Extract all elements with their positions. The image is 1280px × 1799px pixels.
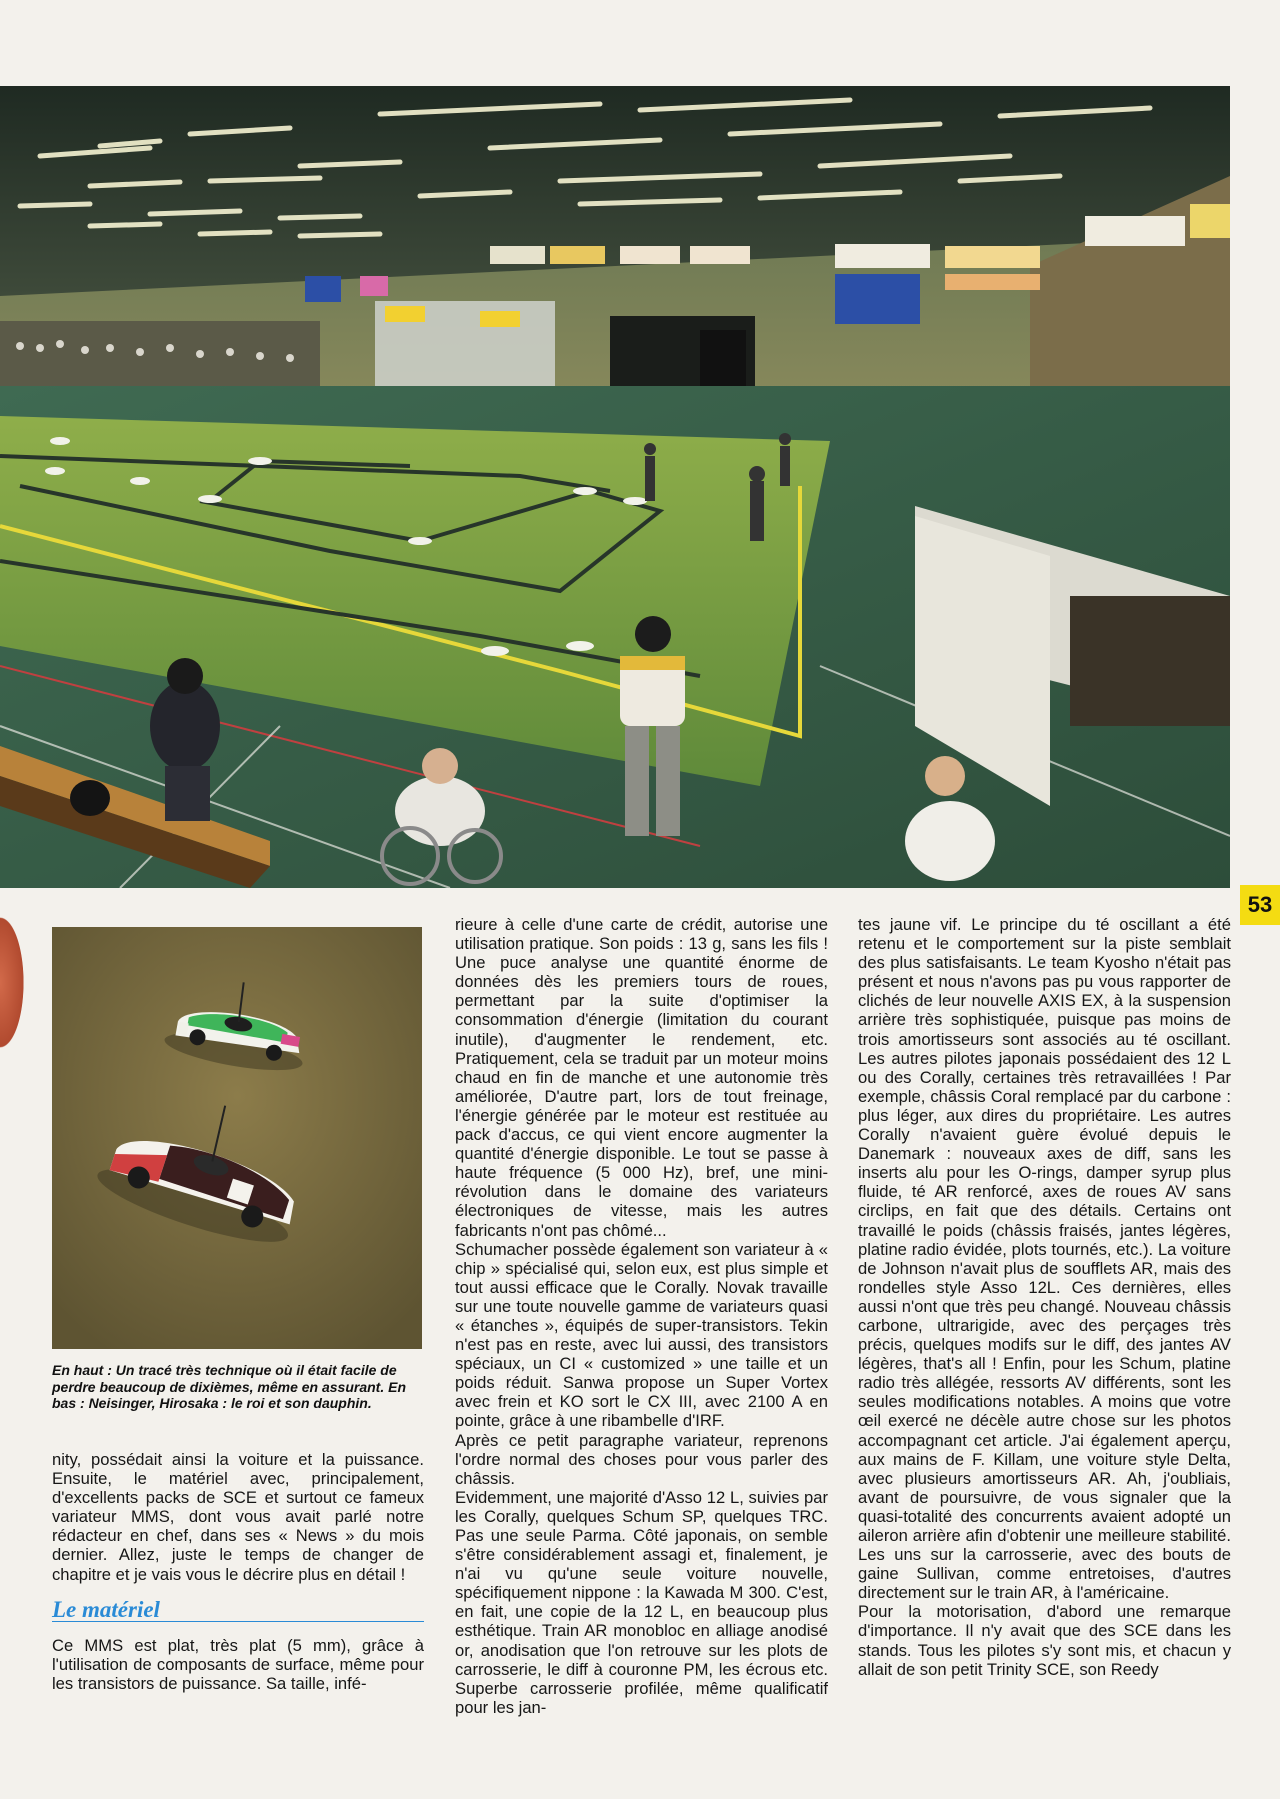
paragraph: nity, possédait ainsi la voiture et la puissance. Ensuite, le matériel avec, principalement, d'excellents packs de SCE et surtout ce fameux variateur MMS, dont vous avait parlé notre rédacteur en chef, dans ses « News » du mois dernier. Allez, juste le temps de changer de chapitre et je vais vous le décrire plus en détail ! <box>52 1450 424 1584</box>
main-photo-indoor-track <box>0 86 1230 888</box>
cropped-photo-edge <box>0 900 30 1065</box>
paragraph: Ce MMS est plat, très plat (5 mm), grâce à l'utilisation de composants de surface, même pour les transistors de puissance. Sa taille, infé- <box>52 1635 424 1693</box>
article-column-3 <box>858 915 1231 1679</box>
paragraph: Schumacher possède également son variateur à « chip » spécialisé qui, selon eux, est plus simple et tout aussi efficace que le Corally. Novak travaille sur une toute nouvelle gamme de variateurs quasi « étanches », équipés de super-transistors. Tekin n'est pas en reste, avec lui aussi, des transistors spéciaux, un CI « customized » une taille et un poids réduit. Sanwa propose un Super Vortex avec frein et KO sort le CX III, avec 2100 A en pointe, grâce à une ribambelle d'IRF. <box>455 1239 828 1431</box>
paragraph: Après ce petit paragraphe variateur, reprenons l'ordre normal des choses pour vous parler des châssis. <box>455 1430 828 1488</box>
article-column-2 <box>455 915 828 1717</box>
inset-photo-cars <box>52 927 422 1349</box>
article-column-1 <box>52 1450 424 1693</box>
paragraph: rieure à celle d'une carte de crédit, autorise une utilisation pratique. Son poids : 13 g, sans les fils ! Une puce analyse une quantité énorme de données dès les premiers tours de roues, permettant par la suite d'optimiser la consommation d'énergie (limitation du courant inutile), d'augmenter le rendement, etc. Pratiquement, cela se traduit par un moteur moins chaud en fin de manche et une autonomie très améliorée, D'autre part, lors de tout freinage, l'énergie générée par le moteur est restituée au pack d'accus, ce qui vient encore augmenter la quantité d'énergie disponible. Le tout se passe à haute fréquence (5 000 Hz), bref, une mini-révolution dans le domaine des variateurs électroniques de vitesse, mais les autres fabricants n'ont pas chômé... <box>455 915 828 1240</box>
paragraph: Pour la motorisation, d'abord une remarque d'importance. Il n'y avait que des SCE dans les stands. Tous les pilotes s'y sont mis, et chacun y allait de son petit Trinity SCE, son Reedy <box>858 1602 1231 1679</box>
paragraph: tes jaune vif. Le principe du té oscillant a été retenu et le comportement sur la piste semblait des plus satisfaisants. Le team Kyosho n'était pas présent et nous n'avons pas pu vous rapporter de clichés de leur nouvelle AXIS EX, à la suspension arrière très sophistiquée, puisque pas moins de trois amortisseurs sont associés au té oscillant. Les autres pilotes japonais possédaient des 12 L ou des Corally, certaines très retravaillées ! Par exemple, châssis Coral remplacé par du carbone : plus léger, aux dires du propriétaire. Les autres Corally n'avaient guère évolué depuis le Danemark : nouveaux axes de diff, sans les inserts alu pour les O-rings, damper syrup plus fluide, té AR renforcé, axes de roues AV sans circlips, en fait que des détails. Certains ont travaillé le poids (châssis fraisés, jantes légères, platine radio évidée, plots tournés, etc.). La voiture de Johnson n'avait plus de soufflets AR, mais des rondelles style Asso 12L. Ces dernières, elles aussi n'ont que très peu changé. Nouveau châssis carbone, ultrarigide, avec des perçages très précis, quelques modifs sur le diff, des jantes AV légères, that's all ! Enfin, pour les Schum, platine radio très allégée, ressorts AV différents, sont les seules modifications notables. A moins que votre œil exercé ne décèle autre chose sur les photos accompagnant cet article. J'ai également aperçu, aux mains de F. Killam, une voiture style Delta, avec plusieurs amortisseurs AR. Ah, j'oubliais, avant de poursuivre, de vous signaler que la quasi-totalité des concurrents avaient adopté un aileron arrière afin d'obtenir une meilleure stabilité. Les uns sur la carrosserie, avec des bouts de gaine Sullivan, comme entretoises, d'autres directement sur le train AR, à l'américaine. <box>858 915 1231 1603</box>
photo-caption: En haut : Un tracé très technique où il était facile de perdre beaucoup de dixièmes, même en assurant. En bas : Neisinger, Hirosaka : le roi et son dauphin. <box>52 1362 407 1411</box>
page-number-badge <box>1240 885 1280 925</box>
paragraph: Evidemment, une majorité d'Asso 12 L, suivies par les Corally, quelques Schum SP, quelques TRC. Pas une seule Parma. Côté japonais, on semble s'être considérablement assagi et, finalement, je n'ai vu qu'une seule voiture nouvelle, spécifiquement nippone : la Kawada M 300. C'est, en fait, une copie de la 12 L, en beaucoup plus esthétique. Train AR monobloc en alliage anodisé or, anodisation que l'on retrouve sur les plots de carrosserie, le diff à couronne PM, les écrous etc. Superbe carrosserie profilée, même qualificatif pour les jan- <box>455 1487 828 1717</box>
section-heading: Le matériel <box>52 1600 424 1622</box>
page-number: 53 <box>1247 892 1273 917</box>
